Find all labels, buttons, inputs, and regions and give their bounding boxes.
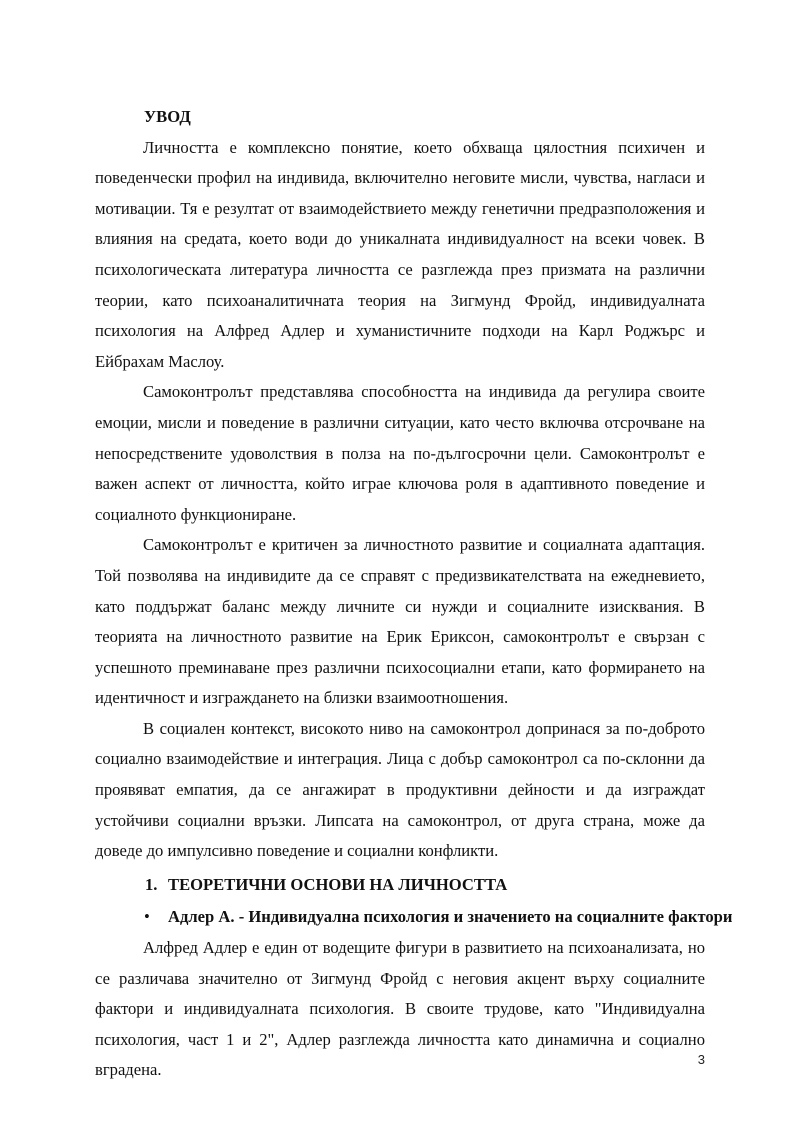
page-number: 3 [697,1052,705,1067]
section-number: 1. [145,874,158,894]
bullet-subheading [95,902,733,933]
paragraph-adler: Алфред Адлер е един от водещите фигури в развитието на психоанализата, но се различава значително от Зигмунд Фройд с неговия акцент върху социалните фактори и индивидуалната психология. В своите трудове, като "Индивидуална психология, част 1 и 2", Адлер разглежда личността като динамична и социално вградена. [95,938,705,1080]
paragraph-personality: Личността е комплексно понятие, което обхваща цялостния психичен и поведенчески профил на индивида, включително неговите мисли, чувства, нагласи и мотивации. Тя е резултат от взаимодействието между генетични предразположения и влияния на средата, което води до уникалната индивидуалност на всеки човек. В психологическата литература личността се разглежда през призмата на различни теории, като психоаналитичната теория на Зигмунд Фройд, индивидуалната психология на Алфред Адлер и хуманистичните подходи на Карл Роджърс и Ейбрахам Маслоу. [95,137,705,371]
paragraph-self-control-development: Самоконтролът е критичен за личностното развитие и социалната адаптация. Той позволява на индивидите да се справят с предизвикателствата на ежедневието, като поддържат баланс между личните си нужди и социалните изисквания. В теорията на личностното развитие на Ерик Ериксон, самоконтролът е свързан с успешното преминаване през различни психосоциални етапи, като формирането на идентичност и изграждането на близки взаимоотношения. [95,535,705,708]
paragraph-self-control-definition: Самоконтролът представлява способността на индивида да регулира своите емоции, мисли и поведение в различни ситуации, като често включва отсрочване на непосредствените удоволствия в полза на по-дългосрочни цели. Самоконтролът е важен аспект от личността, който играе ключова роля в адаптивното поведение и социалното функциониране. [95,382,705,524]
intro-heading: УВОД [144,107,191,126]
page-body [95,102,733,1086]
bullet-subheading-text: Адлер А. - Индивидуална психология и значението на социалните фактори [168,907,733,927]
section-title-text: ТЕОРЕТИЧНИ ОСНОВИ НА ЛИЧНОСТТА [168,874,508,894]
bullet-icon: • [144,907,150,927]
section-title [95,870,705,901]
paragraph-social-context: В социален контекст, високото ниво на самоконтрол допринася за по-доброто социално взаимодействие и интеграция. Лица с добър самоконтрол са по-склонни да проявяват емпатия, да се ангажират в продуктивни дейности и да изграждат устойчиви социални връзки. Липсата на самоконтрол, от друга страна, може да доведе до импулсивно поведение и социални конфликти. [95,718,705,861]
